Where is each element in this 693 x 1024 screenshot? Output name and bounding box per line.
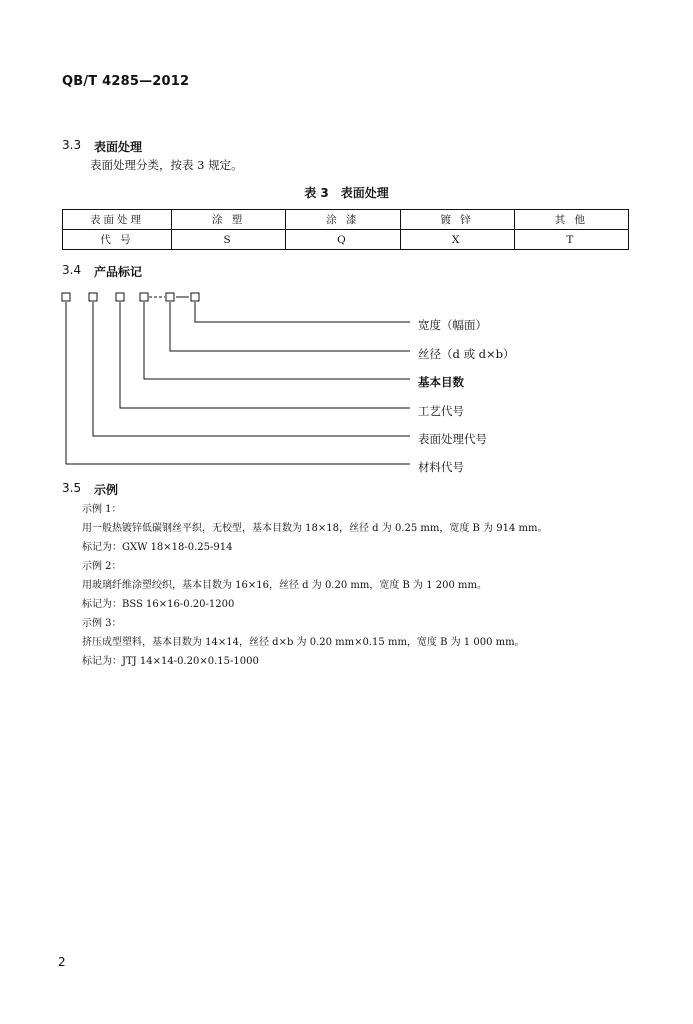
leader-line [66, 302, 410, 464]
table-cell: 涂 漆 [286, 210, 400, 230]
example-1-description: 用一般热镀锌低碳钢丝平织，无校型，基本目数为 18×18，丝径 d 为 0.25 mm，宽度 B 为 914 mm。 [82, 523, 548, 534]
product-marking-diagram [0, 0, 693, 500]
section-3-4-number: 3.4 [62, 263, 82, 277]
table-cell: 表面处理 [63, 210, 172, 230]
table-cell: 涂 塑 [172, 210, 286, 230]
marking-box-surface [89, 293, 97, 301]
example-3-heading: 示例 3： [82, 618, 122, 629]
example-2-description: 用玻璃纤维涂塑绞织，基本目数为 16×16，丝径 d 为 0.20 mm，宽度 B 为 1 200 mm。 [82, 580, 488, 591]
label-width: 宽度（幅面） [418, 318, 487, 332]
table-cell: 镀 锌 [400, 210, 514, 230]
table-cell: S [172, 230, 286, 250]
page-number: 2 [58, 955, 66, 969]
example-3-marking: 标记为：JTJ 14×14-0.20×0.15-1000 [82, 656, 259, 667]
section-3-5-number: 3.5 [62, 481, 82, 495]
section-3-3-title: 表面处理 [94, 140, 143, 154]
section-3-3-text: 表面处理分类，按表 3 规定。 [90, 158, 243, 172]
label-material-code: 材料代号 [418, 460, 464, 474]
marking-box-width [191, 293, 199, 301]
example-2-heading: 示例 2： [82, 561, 122, 572]
example-3-description: 挤压成型塑料，基本目数为 14×14，丝径 d×b 为 0.20 mm×0.15 mm，宽度 B 为 1 000 mm。 [82, 637, 525, 648]
marking-box-material [62, 293, 70, 301]
marking-box-wire [166, 293, 174, 301]
label-mesh-count: 基本目数 [418, 375, 464, 389]
example-1-heading: 示例 1： [82, 504, 122, 515]
table-cell: 其 他 [514, 210, 628, 230]
leader-line [170, 302, 410, 351]
leader-line [195, 302, 410, 322]
marking-box-mesh [140, 293, 148, 301]
table-cell: Q [286, 230, 400, 250]
table-cell: X [400, 230, 514, 250]
example-2-marking: 标记为：BSS 16×16-0.20-1200 [82, 599, 235, 610]
example-1-marking: 标记为：GXW 18×18-0.25-914 [82, 542, 233, 553]
section-3-3-number: 3.3 [62, 138, 82, 152]
marking-box-process [116, 293, 124, 301]
table-cell: T [514, 230, 628, 250]
document-code: QB/T 4285—2012 [62, 74, 190, 89]
section-3-4-title: 产品标记 [94, 265, 143, 279]
section-3-5-title: 示例 [94, 483, 119, 497]
table-cell: 代 号 [63, 230, 172, 250]
label-surface-code: 表面处理代号 [418, 432, 487, 446]
label-process-code: 工艺代号 [418, 404, 464, 418]
label-wire-diameter: 丝径（d 或 d×b） [418, 347, 515, 361]
leader-line [144, 302, 410, 379]
leader-line [120, 302, 410, 408]
table-3-caption: 表 3 表面处理 [304, 186, 389, 200]
